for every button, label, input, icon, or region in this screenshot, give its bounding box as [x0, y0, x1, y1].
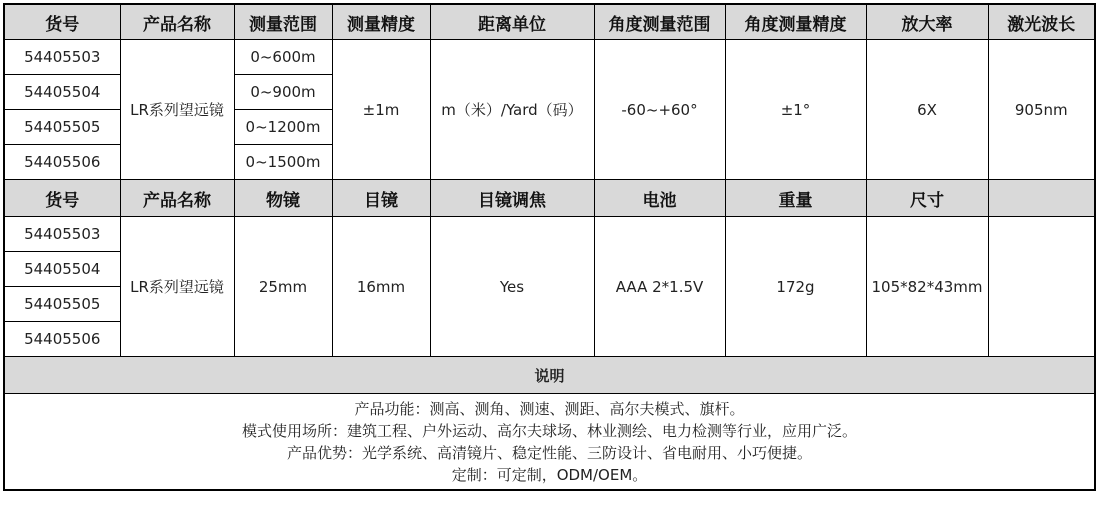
battery: AAA 2*1.5V: [594, 217, 725, 357]
notes-line-customization: 定制：可定制，ODM/OEM。: [451, 465, 648, 484]
header-item-number: 货号: [4, 180, 120, 217]
table-row: [4, 40, 1095, 75]
notes-line-advantages: 产品优势：光学系统、高清镜片、稳定性能、三防设计、省电耐用、小巧便捷。: [286, 443, 812, 462]
item-number: 54405506: [4, 322, 120, 357]
header-wavelength: 激光波长: [988, 4, 1095, 40]
table1-header-row: [4, 4, 1095, 40]
notes-line-functions: 产品功能：测高、测角、测速、测距、高尔夫模式、旗杆。: [354, 399, 745, 418]
objective: 25mm: [234, 217, 332, 357]
item-number: 54405505: [4, 110, 120, 145]
notes-line-usage: 模式使用场所：建筑工程、户外运动、高尔夫球场、林业测绘、电力检测等行业，应用广泛。: [241, 421, 857, 440]
product-name: LR系列望远镜: [120, 40, 234, 180]
eyepiece-focus: Yes: [430, 217, 594, 357]
angle-accuracy: ±1°: [725, 40, 866, 180]
notes-title: 说明: [4, 357, 1095, 394]
product-name: LR系列望远镜: [120, 217, 234, 357]
item-number: 54405505: [4, 287, 120, 322]
measure-range: 0~1200m: [234, 110, 332, 145]
empty-cell: [988, 217, 1095, 357]
header-product-name: 产品名称: [120, 4, 234, 40]
notes-body: [4, 394, 1095, 491]
item-number: 54405504: [4, 75, 120, 110]
distance-unit: m（米）/Yard（码）: [430, 40, 594, 180]
measure-range: 0~600m: [234, 40, 332, 75]
item-number: 54405503: [4, 217, 120, 252]
measure-accuracy: ±1m: [332, 40, 430, 180]
header-measure-range: 测量范围: [234, 4, 332, 40]
magnification: 6X: [866, 40, 988, 180]
measure-range: 0~1500m: [234, 145, 332, 180]
wavelength: 905nm: [988, 40, 1095, 180]
header-empty: [988, 180, 1095, 217]
table-row: [4, 217, 1095, 252]
size: 105*82*43mm: [866, 217, 988, 357]
header-magnification: 放大率: [866, 4, 988, 40]
header-weight: 重量: [725, 180, 866, 217]
header-product-name: 产品名称: [120, 180, 234, 217]
header-angle-accuracy: 角度测量精度: [725, 4, 866, 40]
header-objective: 物镜: [234, 180, 332, 217]
eyepiece: 16mm: [332, 217, 430, 357]
header-eyepiece-focus: 目镜调焦: [430, 180, 594, 217]
header-item-number: 货号: [4, 4, 120, 40]
table2-header-row: [4, 180, 1095, 217]
header-battery: 电池: [594, 180, 725, 217]
notes-header-row: [4, 357, 1095, 394]
measure-range: 0~900m: [234, 75, 332, 110]
item-number: 54405503: [4, 40, 120, 75]
header-eyepiece: 目镜: [332, 180, 430, 217]
weight: 172g: [725, 217, 866, 357]
item-number: 54405506: [4, 145, 120, 180]
angle-range: -60~+60°: [594, 40, 725, 180]
header-measure-accuracy: 测量精度: [332, 4, 430, 40]
header-distance-unit: 距离单位: [430, 4, 594, 40]
notes-row: [4, 394, 1095, 491]
header-angle-range: 角度测量范围: [594, 4, 725, 40]
spec-table: [3, 3, 1096, 491]
item-number: 54405504: [4, 252, 120, 287]
header-size: 尺寸: [866, 180, 988, 217]
